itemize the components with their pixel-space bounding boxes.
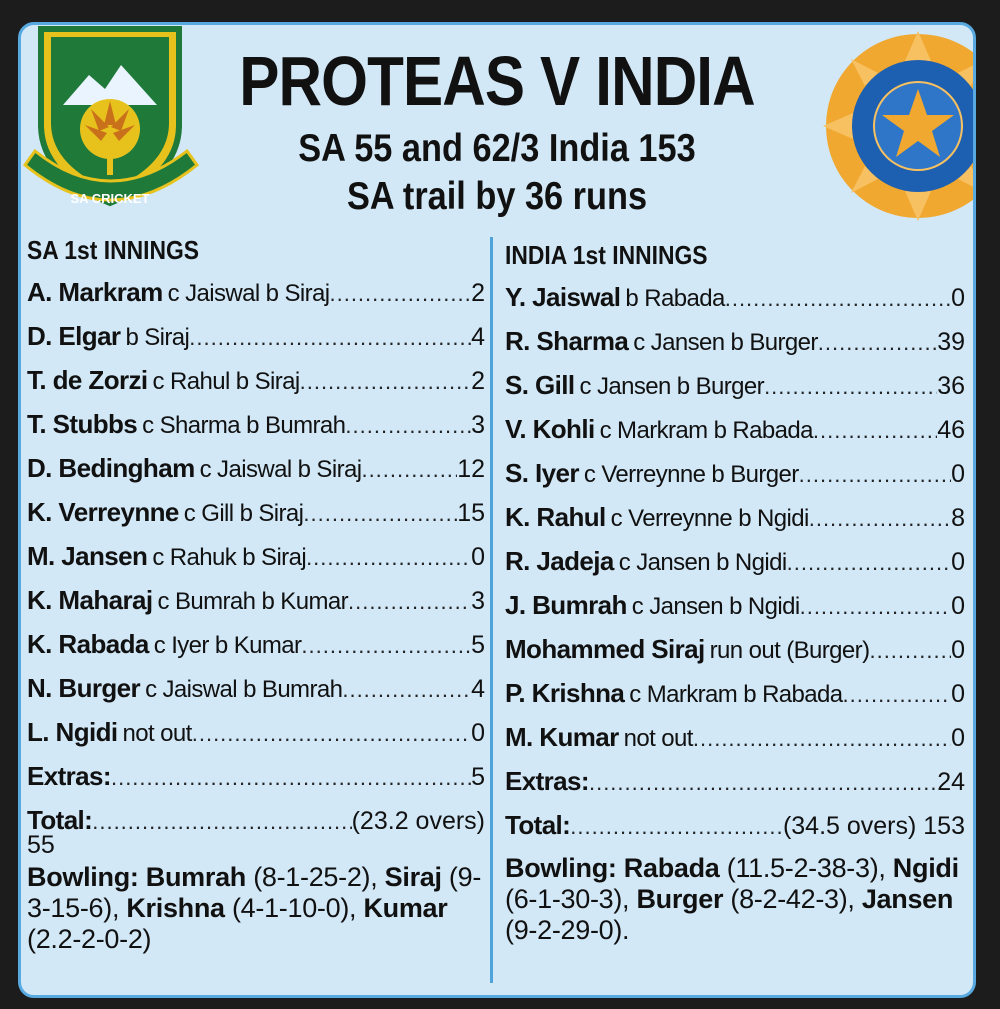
- bowler-name: Rabada: [623, 853, 720, 883]
- runs: 0: [471, 543, 485, 571]
- bowler-figures: (8-2-42-3),: [730, 884, 855, 914]
- batter-name: S. Gill: [505, 370, 575, 400]
- runs: 0: [951, 284, 965, 312]
- dismissal: b Rabada: [625, 285, 725, 312]
- india-bowling-figures: [505, 853, 965, 946]
- batter-name: J. Bumrah: [505, 590, 627, 620]
- dismissal: not out: [122, 720, 192, 747]
- batter-name: V. Kohli: [505, 414, 595, 444]
- runs: 0: [951, 460, 965, 488]
- dismissal: c Verreynne b Burger: [583, 461, 799, 488]
- runs: 0: [951, 548, 965, 576]
- batter-name: P. Krishna: [505, 678, 625, 708]
- bowler-figures: (2.2-2-0-2): [27, 924, 152, 954]
- batting-row: [27, 534, 485, 578]
- dismissal: c Gill b Siraj: [183, 500, 304, 527]
- india-innings-column: [505, 235, 965, 946]
- runs: 5: [471, 631, 485, 659]
- dismissal: c Bumrah b Kumar: [157, 588, 348, 615]
- batter-name: D. Bedingham: [27, 453, 195, 483]
- batter-name: T. de Zorzi: [27, 365, 148, 395]
- runs: 0: [951, 680, 965, 708]
- runs: 12: [457, 455, 485, 483]
- score-line: SA 55 and 62/3 India 153: [298, 127, 696, 170]
- india-innings-heading: INDIA 1st INNINGS: [505, 240, 708, 270]
- batting-row: [27, 578, 485, 622]
- extras-label: Extras:: [505, 766, 589, 796]
- bowler-figures: (9-2-29-0).: [505, 915, 630, 945]
- batting-row: [27, 270, 485, 314]
- batter-name: A. Markram: [27, 277, 163, 307]
- bowler-name: Siraj: [384, 862, 442, 892]
- batter-name: K. Rabada: [27, 629, 149, 659]
- total-runs: 153: [923, 812, 965, 840]
- batter-name: M. Jansen: [27, 541, 148, 571]
- dismissal: c Jansen b Burger: [579, 373, 765, 400]
- extras-label: Extras:: [27, 761, 111, 791]
- dismissal: c Jaiswal b Siraj: [199, 456, 362, 483]
- batter-name: K. Verreynne: [27, 497, 179, 527]
- bowler-figures: (4-1-10-0),: [231, 893, 357, 923]
- runs: 15: [457, 499, 485, 527]
- batter-name: Mohammed Siraj: [505, 634, 705, 664]
- sa-total-runs: 55: [27, 831, 55, 859]
- runs: 0: [951, 636, 965, 664]
- batting-row: [505, 275, 965, 319]
- runs: 2: [471, 279, 485, 307]
- bowling-label: Bowling:: [27, 862, 139, 892]
- runs: 3: [471, 587, 485, 615]
- batter-name: R. Jadeja: [505, 546, 614, 576]
- dismissal: c Verreynne b Ngidi: [610, 505, 809, 532]
- bowler-name: Bumrah: [145, 862, 246, 892]
- batter-name: S. Iyer: [505, 458, 579, 488]
- batter-name: M. Kumar: [505, 722, 619, 752]
- batter-name: L. Ngidi: [27, 717, 118, 747]
- total-label: Total:: [27, 805, 93, 835]
- batting-row: [27, 446, 485, 490]
- batter-name: K. Maharaj: [27, 585, 153, 615]
- runs: 8: [951, 504, 965, 532]
- total-overs: (34.5 overs): [782, 812, 917, 840]
- batting-row: [505, 495, 965, 539]
- batting-row: [505, 583, 965, 627]
- dismissal: run out (Burger): [709, 637, 870, 664]
- bowler-name: Ngidi: [892, 853, 959, 883]
- batting-row: [27, 490, 485, 534]
- batter-name: N. Burger: [27, 673, 141, 703]
- bowler-figures: (6-1-30-3),: [505, 884, 630, 914]
- batter-name: K. Rahul: [505, 502, 606, 532]
- batting-row: [505, 715, 965, 759]
- dismissal: c Iyer b Kumar: [153, 632, 302, 659]
- dismissal: c Jansen b Ngidi: [618, 549, 787, 576]
- page-title: PROTEAS V INDIA: [239, 42, 755, 120]
- dismissal: c Jansen b Ngidi: [631, 593, 800, 620]
- bowler-name: Krishna: [126, 893, 225, 923]
- dismissal: c Rahuk b Siraj: [152, 544, 307, 571]
- runs: 0: [471, 719, 485, 747]
- bowler-figures: (11.5-2-38-3),: [726, 853, 886, 883]
- batting-row: [505, 319, 965, 363]
- runs: 46: [937, 416, 965, 444]
- batting-row: [505, 627, 965, 671]
- batting-row: [27, 358, 485, 402]
- dismissal: c Sharma b Bumrah: [142, 412, 346, 439]
- bowler-name: Burger: [636, 884, 724, 914]
- runs: 0: [951, 724, 965, 752]
- dismissal: c Jansen b Burger: [633, 329, 818, 356]
- batter-name: T. Stubbs: [27, 409, 138, 439]
- dismissal: c Jaiswal b Siraj: [167, 280, 330, 307]
- batting-row: [505, 451, 965, 495]
- sa-batting-list: [27, 270, 485, 754]
- total-label: Total:: [505, 810, 571, 840]
- extras-value: 24: [937, 768, 965, 796]
- runs: 39: [937, 328, 965, 356]
- batter-name: D. Elgar: [27, 321, 121, 351]
- dismissal: b Siraj: [125, 324, 190, 351]
- batter-name: Y. Jaiswal: [505, 282, 621, 312]
- batting-row: [27, 622, 485, 666]
- scorecard-panel: [18, 22, 976, 998]
- sa-cricket-logo-text: SA CRICKET: [70, 191, 150, 206]
- runs: 2: [471, 367, 485, 395]
- sa-bowling-figures: [27, 862, 485, 955]
- batting-row: [505, 363, 965, 407]
- dismissal: c Jaiswal b Bumrah: [145, 676, 343, 703]
- india-total-row: [505, 803, 965, 847]
- dismissal: c Markram b Rabada: [629, 681, 843, 708]
- sa-innings-heading: SA 1st INNINGS: [27, 235, 200, 265]
- bowling-label: Bowling:: [505, 853, 617, 883]
- india-extras-row: [505, 759, 965, 803]
- india-batting-list: [505, 275, 965, 759]
- batting-row: [27, 710, 485, 754]
- sa-innings-column: [27, 230, 485, 955]
- batting-row: [505, 671, 965, 715]
- runs: 36: [937, 372, 965, 400]
- dismissal: c Rahul b Siraj: [152, 368, 300, 395]
- bowler-name: Jansen: [861, 884, 954, 914]
- runs: 0: [951, 592, 965, 620]
- runs: 3: [471, 411, 485, 439]
- extras-value: 5: [471, 763, 485, 791]
- batting-row: [27, 666, 485, 710]
- bowler-figures: (8-1-25-2),: [253, 862, 378, 892]
- column-divider: [490, 237, 493, 983]
- match-status: SA trail by 36 runs: [346, 175, 648, 218]
- batting-row: [27, 402, 485, 446]
- batter-name: R. Sharma: [505, 326, 629, 356]
- batting-row: [27, 314, 485, 358]
- runs: 4: [471, 675, 485, 703]
- sa-total-row: [27, 798, 485, 842]
- batting-row: [505, 407, 965, 451]
- runs: 4: [471, 323, 485, 351]
- dismissal: c Markram b Rabada: [599, 417, 813, 444]
- batting-row: [505, 539, 965, 583]
- total-overs: (23.2 overs): [351, 807, 485, 835]
- bowler-figures: (9-3-15-6),: [27, 862, 482, 923]
- dismissal: not out: [623, 725, 693, 752]
- sa-extras-row: [27, 754, 485, 798]
- bowler-name: Kumar: [363, 893, 448, 923]
